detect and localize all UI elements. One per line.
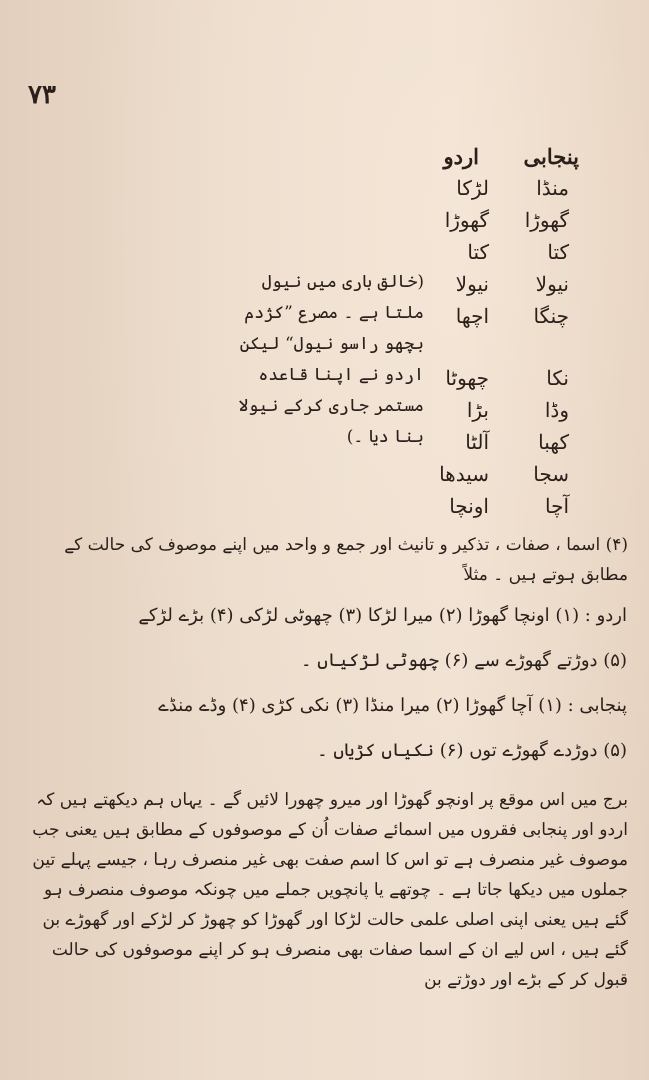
urdu-word: لڑکا <box>456 176 489 200</box>
punjabi-word: گھوڑا <box>524 208 569 232</box>
punjabi-example-line-2: (۵) دوڑدے گھوڑے توں (۶) نکیاں کڑیاں ۔ <box>317 740 627 761</box>
urdu-word: بڑا <box>466 398 489 422</box>
page-number: ۷۳ <box>28 80 56 110</box>
punjabi-word: وڈا <box>544 398 569 422</box>
urdu-word: گھوڑا <box>444 208 489 232</box>
etymology-note: (خالق باری میں نیول ملتا ہے ۔ مصرع ”کژدم بچھو راسو نیول“ لیکن اردو نے اپنا قاعدہ مستمر جاری کرکے نیولا بنا دیا ۔) <box>238 272 424 447</box>
header-punjabi: پنجابی <box>523 144 579 169</box>
urdu-words-1 <box>445 172 489 332</box>
urdu-word: اونچا <box>449 494 489 518</box>
punjabi-example-line-1: پنجابی : (۱) آچا گھوڑا (۲) میرا منڈا (۳) نکی کڑی (۴) وڈے منڈے <box>158 695 627 716</box>
punjabi-word: منڈا <box>536 176 569 200</box>
punjabi-word: نکا <box>546 366 569 390</box>
paragraph-explanation: برج میں اس موقع پر اونچو گھوڑا اور میرو چھورا لائیں گے ۔ یہاں ہم دیکھتے ہیں کہ اردو اور پنجابی فقروں میں اسمائے صفات اُن کے موصوفوں کے مطابق ہیں یعنی جب موصوف غیر منصرف ہے تو اس کا اسم صفت بھی غیر منصرف رہا ، جیسے پہلے تین جملوں میں دیکھا جاتا ہے ۔ چوتھے یا پانچویں جملے میں چونکہ موصوف منصرف ہو گئے ہیں یعنی اپنی اصلی علمی حالت لڑکا اور گھوڑا کو چھوڑ کر لڑکے اور گھوڑے بن گئے ہیں ، اس لیے ان کے اسما صفات بھی منصرف ہو کر اپنے موصوفوں کی حالت قبول کر کے بڑے اور دوڑتے بن <box>32 790 628 990</box>
punjabi-word: سجا <box>533 462 569 486</box>
urdu-example-line-2: (۵) دوڑتے گھوڑے سے (۶) چھوٹی لڑکیاں ۔ <box>300 650 627 671</box>
urdu-word: اچھا <box>455 304 489 328</box>
punjabi-word: چنگا <box>533 304 569 328</box>
header-urdu: اردو <box>443 144 479 169</box>
paragraph-adjective-agreement: (۴) اسما ، صفات ، تذکیر و تانیث اور جمع و واحد میں اپنے موصوف کی حالت کے مطابق ہوتے ہیں ۔ مثلاً <box>64 535 628 585</box>
urdu-word: سیدھا <box>439 462 489 486</box>
urdu-word: چھوٹا <box>445 366 489 390</box>
punjabi-word: آچا <box>544 494 569 518</box>
urdu-word: نیولا <box>455 272 489 296</box>
punjabi-word: نیولا <box>535 272 569 296</box>
urdu-example-line-1: اردو : (۱) اونچا گھوڑا (۲) میرا لڑکا (۳) چھوٹی لڑکی (۴) بڑے لڑکے <box>138 605 627 626</box>
punjabi-word: کتا <box>547 240 569 264</box>
urdu-word: کتا <box>467 240 489 264</box>
urdu-word: آلٹا <box>465 430 489 454</box>
urdu-words-2 <box>439 362 489 522</box>
punjabi-words-2 <box>533 362 569 522</box>
punjabi-word: کھبا <box>538 430 569 454</box>
punjabi-words-1 <box>525 172 569 332</box>
